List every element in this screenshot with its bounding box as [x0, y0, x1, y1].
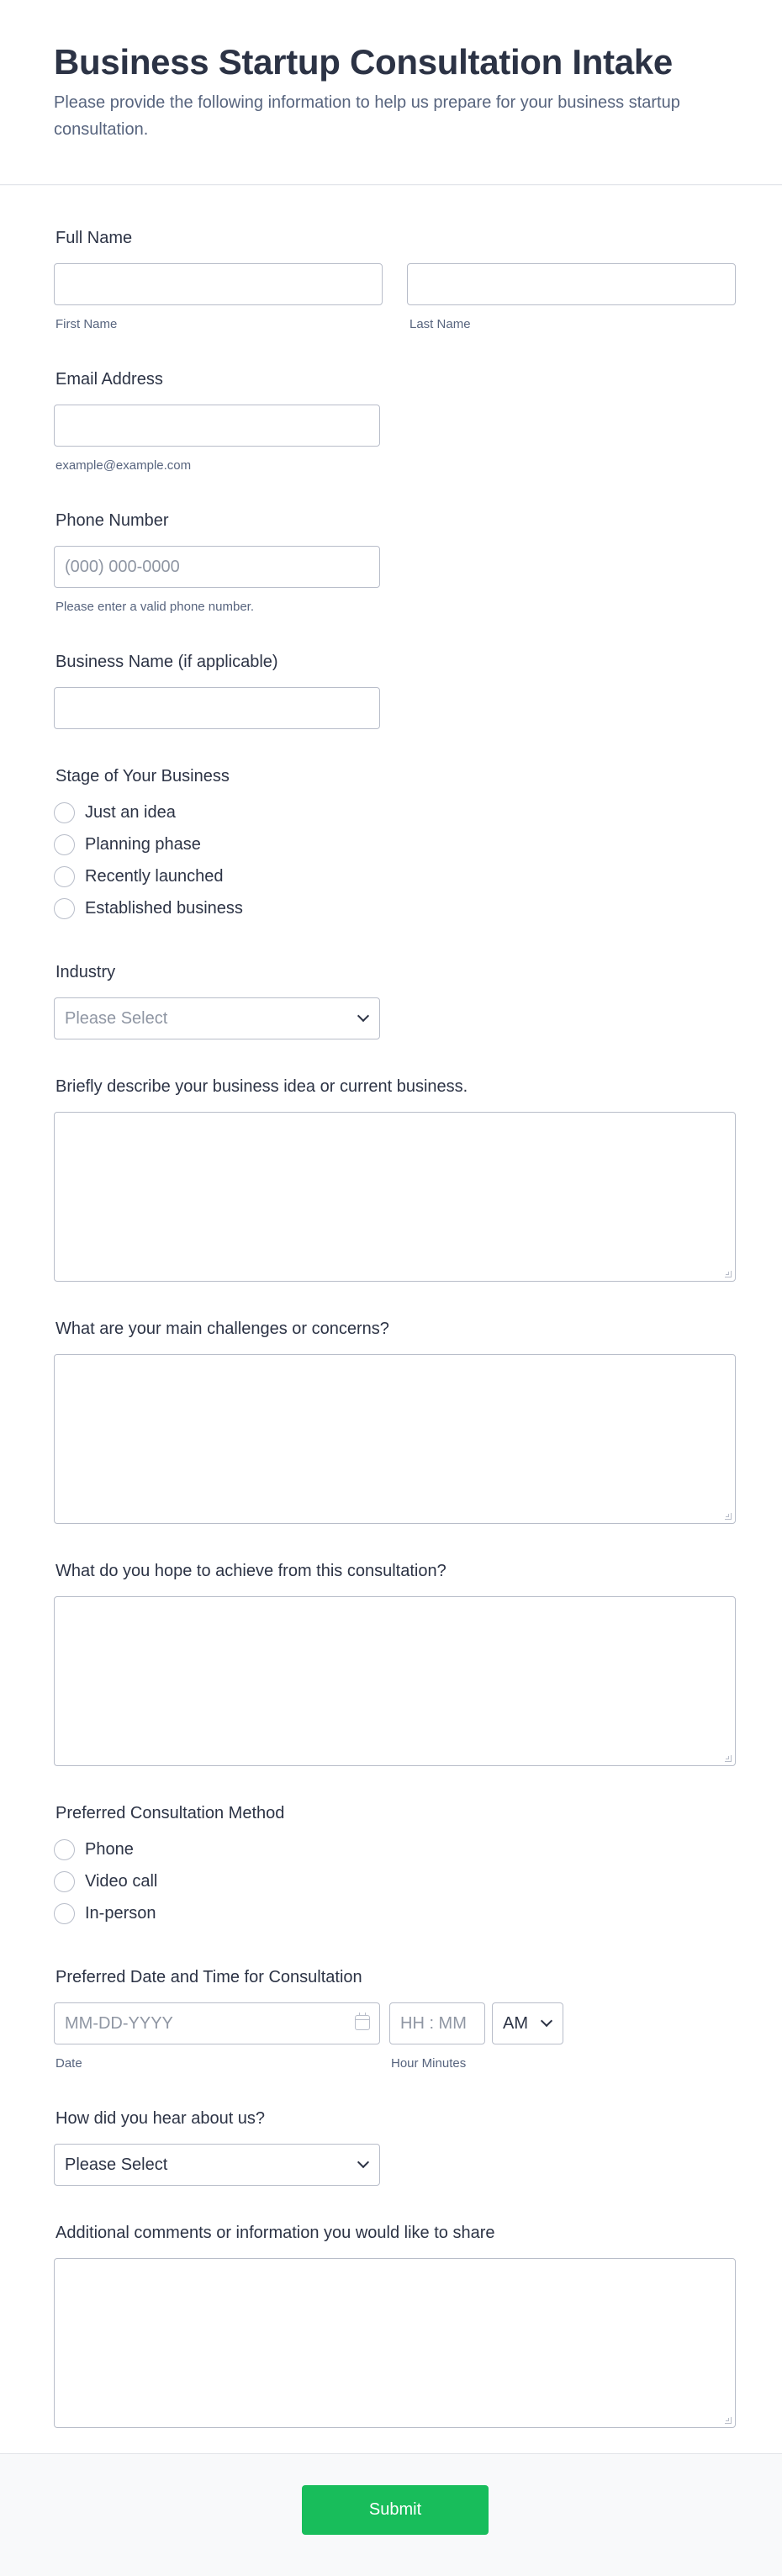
- resize-grip-icon[interactable]: [725, 1513, 732, 1520]
- form-header: [0, 0, 782, 185]
- method-option-phone[interactable]: [54, 1838, 134, 1860]
- date-field[interactable]: [54, 2002, 380, 2044]
- method-label: Preferred Consultation Method: [55, 1804, 285, 1822]
- page-subtitle: Please provide the following information to help us prepare for your business startup consultation.: [54, 93, 680, 139]
- radio-label: Recently launched: [85, 866, 224, 886]
- method-option-video[interactable]: [54, 1870, 157, 1892]
- email-label: Email Address: [55, 370, 163, 389]
- radio-circle[interactable]: [54, 802, 75, 823]
- stage-option-planning[interactable]: [54, 833, 201, 855]
- email-sublabel: example@example.com: [55, 458, 192, 473]
- industry-label: Industry: [55, 963, 116, 981]
- radio-label: Established business: [85, 898, 243, 918]
- last-name-sublabel: Last Name: [409, 317, 471, 331]
- radio-circle[interactable]: [54, 866, 75, 887]
- last-name-input[interactable]: [407, 263, 736, 305]
- business-name-input[interactable]: [54, 687, 380, 729]
- hear-label: How did you hear about us?: [55, 2109, 266, 2128]
- resize-grip-icon[interactable]: [725, 1755, 732, 1762]
- industry-select-value: Please Select: [65, 1009, 168, 1028]
- phone-sublabel: Please enter a valid phone number.: [55, 600, 254, 614]
- stage-option-established[interactable]: [54, 897, 243, 919]
- submit-button[interactable]: Submit: [302, 2485, 489, 2535]
- radio-label: Planning phase: [85, 834, 201, 854]
- radio-circle[interactable]: [54, 898, 75, 919]
- date-input[interactable]: [54, 2002, 380, 2044]
- stage-option-idea[interactable]: [54, 801, 176, 823]
- challenges-textarea[interactable]: [54, 1354, 736, 1524]
- comments-label: Additional comments or information you would like to share: [55, 2224, 495, 2242]
- radio-circle[interactable]: [54, 1903, 75, 1924]
- radio-circle[interactable]: [54, 1839, 75, 1860]
- first-name-sublabel: First Name: [55, 317, 118, 331]
- ampm-select[interactable]: [492, 2002, 563, 2044]
- chevron-down-icon: [357, 2156, 369, 2168]
- comments-textarea[interactable]: [54, 2258, 736, 2428]
- describe-label: Briefly describe your business idea or current business.: [55, 1077, 468, 1096]
- date-sublabel: Date: [55, 2056, 82, 2071]
- first-name-input[interactable]: [54, 263, 383, 305]
- radio-label: Just an idea: [85, 802, 176, 822]
- radio-circle[interactable]: [54, 1871, 75, 1892]
- describe-textarea[interactable]: [54, 1112, 736, 1282]
- radio-label: Phone: [85, 1839, 134, 1859]
- stage-option-launched[interactable]: [54, 865, 224, 887]
- hope-textarea[interactable]: [54, 1596, 736, 1766]
- hope-label: What do you hope to achieve from this consultation?: [55, 1562, 446, 1580]
- chevron-down-icon: [541, 2015, 552, 2027]
- industry-select[interactable]: [54, 997, 380, 1039]
- stage-label: Stage of Your Business: [55, 767, 230, 785]
- resize-grip-icon[interactable]: [725, 1271, 732, 1277]
- radio-circle[interactable]: [54, 834, 75, 855]
- datetime-label: Preferred Date and Time for Consultation: [55, 1968, 362, 1986]
- email-input[interactable]: [54, 405, 380, 447]
- calendar-icon[interactable]: [355, 2015, 370, 2030]
- hear-select[interactable]: [54, 2144, 380, 2186]
- resize-grip-icon[interactable]: [725, 2417, 732, 2424]
- method-option-in-person[interactable]: [54, 1902, 156, 1924]
- phone-input[interactable]: [54, 546, 380, 588]
- radio-label: Video call: [85, 1871, 158, 1891]
- time-sublabel: Hour Minutes: [391, 2056, 467, 2071]
- hear-select-value: Please Select: [65, 2155, 168, 2174]
- full-name-label: Full Name: [55, 229, 133, 247]
- ampm-select-value: AM: [503, 2014, 528, 2033]
- chevron-down-icon: [357, 1010, 369, 1022]
- business-name-label: Business Name (if applicable): [55, 653, 278, 671]
- page-title: Business Startup Consultation Intake: [54, 42, 673, 82]
- phone-label: Phone Number: [55, 511, 169, 530]
- challenges-label: What are your main challenges or concerns?: [55, 1320, 389, 1338]
- radio-label: In-person: [85, 1903, 156, 1923]
- time-input[interactable]: [389, 2002, 485, 2044]
